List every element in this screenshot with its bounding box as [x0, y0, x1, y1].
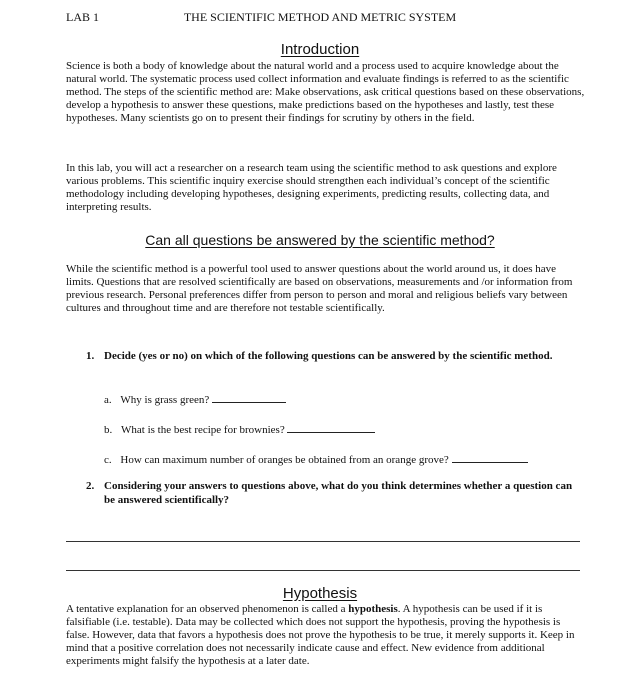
introduction-heading: Introduction — [280, 41, 360, 58]
question-1 — [86, 349, 576, 363]
question-1a — [104, 391, 286, 407]
question-1c-text: How can maximum number of oranges be obtained from an orange grove? — [120, 454, 449, 466]
question-1b-text: What is the best recipe for brownies? — [121, 424, 285, 436]
introduction-paragraph-2: In this lab, you will act a researcher on a research team using the scientific method to ask questions and explore various problems. This scientific inquiry exercise should strengthen each individual’s concept of the scientific methodology including developing hypotheses, designing experiments, predicting results, collecting data, and interpreting results. — [66, 162, 557, 213]
question-2-text: Considering your answers to questions above, what do you think determines whether a question can be answered scientifically? — [104, 480, 573, 506]
question-1a-answer-blank[interactable] — [212, 391, 286, 403]
question-1a-letter: a. — [104, 394, 112, 406]
lab-number: LAB 1 — [66, 10, 99, 24]
question-1-text: Decide (yes or no) on which of the following questions can be answered by the scientific method. — [104, 350, 553, 362]
question-2-answer-line-1[interactable] — [66, 541, 580, 542]
question-1c — [104, 451, 528, 467]
question-1b-answer-blank[interactable] — [287, 421, 375, 433]
hypothesis-paragraph — [66, 603, 586, 668]
document-title: THE SCIENTIFIC METHOD AND METRIC SYSTEM — [183, 10, 457, 24]
question-2-answer-line-2[interactable] — [66, 570, 580, 571]
hypothesis-text-after: . A hypothesis can be used if it is falsifiable (i.e. testable). Data may be collected which does not support the hypothesis, proving the hypothesis is false. However, data that favors a hypothesis does not prove the hypothesis to be true, it merely supports it. Keep in mind that a positive correlation does not necessarily indicate cause and effect. New evidence from additional experiments might falsify the hypothesis at a later date. — [66, 603, 575, 667]
question-1b-letter: b. — [104, 424, 113, 436]
question-2-number: 2. — [86, 480, 95, 492]
question-2 — [86, 479, 576, 507]
question-1b — [104, 421, 375, 437]
question-1-number: 1. — [86, 350, 95, 362]
question-1c-answer-blank[interactable] — [452, 451, 528, 463]
hypothesis-term: hypothesis — [348, 603, 398, 615]
introduction-paragraph-1: Science is both a body of knowledge about the natural world and a process used to acquire knowledge about the natural world. The systematic process used collect information and evaluate findings is referred to as the scientific method. The steps of the scientific method are: Make observations, ask critical questions based on these observations, develop a hypothesis to answer these questions, make predictions based on the hypotheses and lastly, test these hypotheses. Many scientists go on to present their findings for scrutiny by others in the field. — [66, 60, 585, 124]
question-1c-letter: c. — [104, 454, 112, 466]
questions-section-paragraph: While the scientific method is a powerful tool used to answer questions about the world around us, it does have limits. Questions that are resolved scientifically are based on observations, measurements and /or information from previous research. Personal preferences differ from person to person and moral and religious beliefs vary between cultures and throughout time and are therefore not testable scientifically. — [66, 263, 573, 314]
question-1a-text: Why is grass green? — [120, 394, 210, 406]
questions-section-heading: Can all questions be answered by the scientific method? — [145, 232, 495, 248]
hypothesis-text-before: A tentative explanation for an observed phenomenon is called a — [66, 603, 349, 615]
hypothesis-heading: Hypothesis — [282, 585, 358, 602]
